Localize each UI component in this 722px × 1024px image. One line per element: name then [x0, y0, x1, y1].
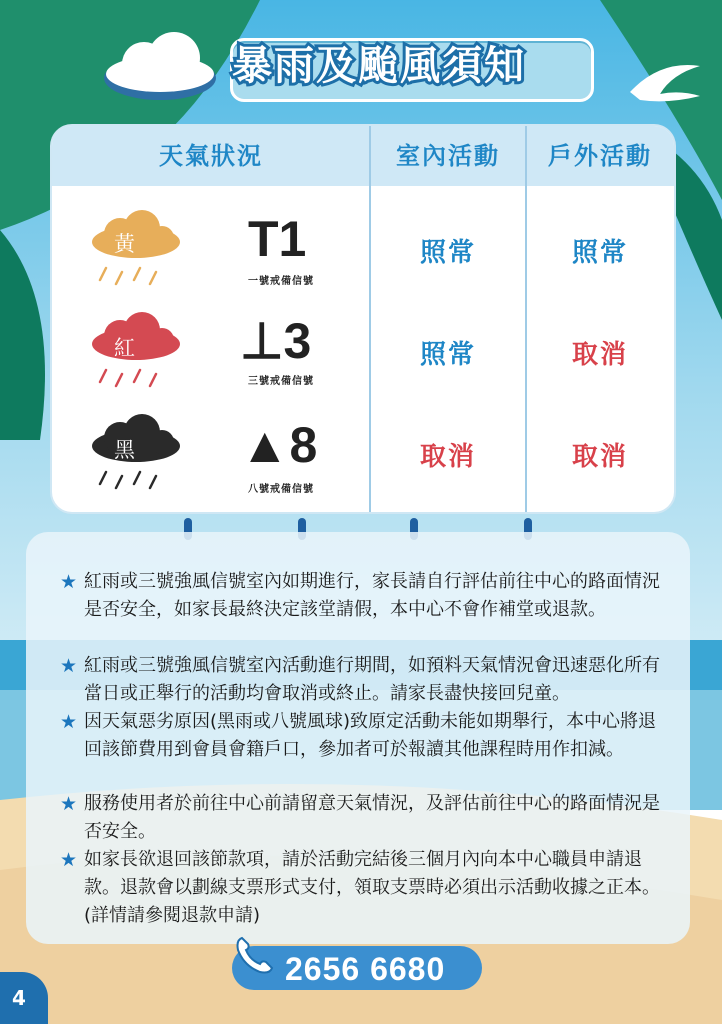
page-number-tab	[0, 972, 48, 1024]
phone-icon	[232, 932, 278, 978]
typhoon-signal: ⊥3	[240, 313, 312, 369]
note-item: ★ 因天氣惡劣原因(黑雨或八號風球)致原定活動未能如期舉行，本中心將退回該節費用到會員會籍戶口，參加者可於報讀其他課程時用作扣減。	[60, 708, 670, 764]
header-outdoor: 戶外活動	[548, 142, 652, 170]
note-item: ★ 服務使用者於前往中心前請留意天氣情況，及評估前往中心的路面情況是否安全。	[60, 790, 670, 846]
signal-caption: 三號戒備信號	[248, 376, 314, 387]
star-icon: ★	[60, 571, 78, 593]
star-icon: ★	[60, 655, 78, 677]
outdoor-status: 取消	[571, 340, 628, 370]
phone-number: 2656 6680	[285, 951, 446, 987]
signal-caption: 八號戒備信號	[248, 484, 314, 495]
rain-label: 黑	[114, 438, 135, 462]
rain-cloud-icon	[80, 310, 190, 390]
rain-label: 紅	[114, 336, 135, 360]
rain-cloud-icon	[80, 208, 190, 288]
star-icon: ★	[60, 849, 78, 871]
cloud-shape	[92, 210, 180, 284]
indoor-status: 取消	[419, 442, 476, 472]
note-item: ★ 紅雨或三號強風信號室內活動進行期間，如預料天氣情況會迅速惡化所有當日或正舉行的活動均會取消或終止。請家長盡快接回兒童。	[60, 652, 670, 708]
header-indoor: 室內活動	[396, 142, 500, 170]
page-title: 暴雨及颱風須知	[232, 43, 526, 89]
indoor-status: 照常	[419, 238, 476, 268]
note-item: ★ 紅雨或三號強風信號室內如期進行，家長請自行評估前往中心的路面情況是否安全，如家長最終決定該堂請假，本中心不會作補堂或退款。	[60, 568, 670, 624]
cloud-shape	[92, 414, 180, 488]
cloud-shape	[92, 312, 180, 386]
weather-table	[52, 126, 674, 512]
signal-caption: 一號戒備信號	[248, 276, 314, 287]
outdoor-status: 取消	[571, 442, 628, 472]
rain-cloud-icon	[80, 412, 190, 492]
star-icon: ★	[60, 711, 78, 733]
header-weather: 天氣狀況	[159, 142, 263, 170]
page-number: 4	[12, 986, 26, 1010]
typhoon-signal: ▲8	[240, 417, 318, 473]
cloud-icon	[98, 30, 228, 106]
outdoor-status: 照常	[571, 238, 628, 268]
indoor-status: 照常	[419, 340, 476, 370]
star-icon: ★	[60, 793, 78, 815]
note-item: ★ 如家長欲退回該節款項，請於活動完結後三個月內向本中心職員申請退款。退款會以劃線支票形式支付，領取支票時必須出示活動收據之正本。(詳情請參閱退款申請)	[60, 846, 670, 930]
rain-label: 黃	[114, 232, 135, 256]
typhoon-signal: T1	[248, 211, 307, 267]
